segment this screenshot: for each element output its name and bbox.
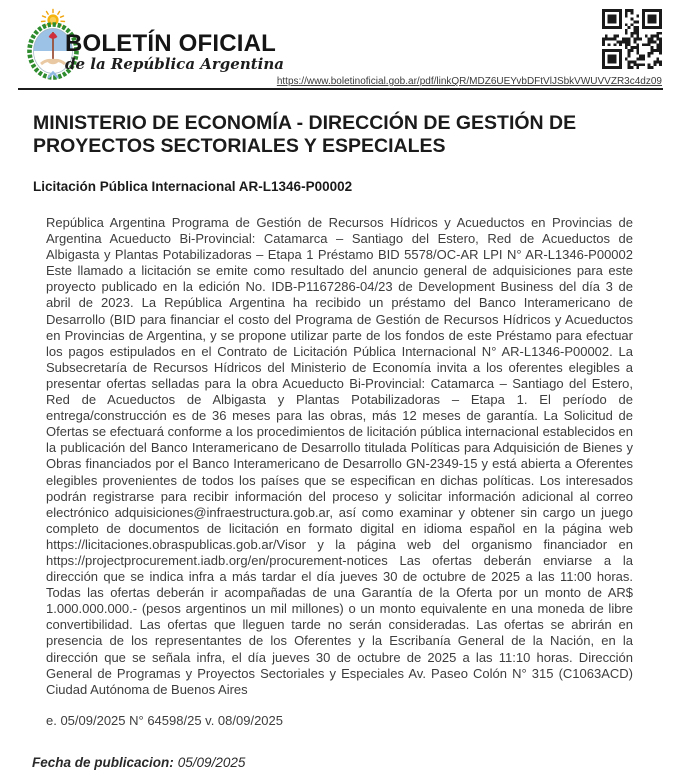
brand <box>65 31 284 73</box>
qr-code-icon <box>602 9 662 69</box>
pdf-link-url[interactable]: https://www.boletinoficial.gob.ar/pdf/linkQR/MDZ6UEYvbDFtVlJSbkVWUVVZR3c4dz09 <box>277 76 662 87</box>
article-subtitle: Licitación Pública Internacional AR-L1346-P00002 <box>33 179 646 194</box>
brand-subtitle: de la República Argentina <box>65 56 284 73</box>
article-title: MINISTERIO DE ECONOMÍA - DIRECCIÓN DE GESTIÓN DE PROYECTOS SECTORIALES Y ESPECIALES <box>33 112 646 158</box>
publication-date-value: 05/09/2025 <box>178 755 246 770</box>
article-body-text: República Argentina Programa de Gestión de Recursos Hídricos y Acueductos en Provincias de Argentina Acueducto Bi-Provincial: Catamarca – Santiago del Estero, Red de Acueductos de Albigasta y Plantas Potabilizadoras – Etapa 1 Préstamo BID 5578/OC-AR LPI N° AR-L1346-P00002 Este llamado a licitación se emite como resultado del anuncio general de adquisiciones para este proyecto publicado en la edición No. IDB-P1167286-04/23 de Development Business del día 3 de abril de 2023. La República Argentina ha recibido un préstamo del Banco Interamericano de Desarrollo (BID para financiar el costo del Programa de Gestión de Recursos Hídricos y Acueductos en Provincias de Argentina, y se propone utilizar parte de los fondos de este Préstamo para efectuar los pagos estipulados en el Contrato de Licitación Pública Internacional N° AR-L1346-P00002. La Subsecretaría de Recursos Hídricos del Ministerio de Economía invita a los oferentes elegibles a presentar ofertas selladas para la obra Acueducto Bi-Provincial: Catamarca – Santiago del Estero, Red de Acueductos de Albigasta y Plantas Potabilizadoras – Etapa 1. El período de entrega/construcción es de 36 meses para las obras, más 12 meses de garantía. La Solicitud de Ofertas se efectuará conforme a los procedimientos de licitación pública internacional establecidos en la publicación del Banco Interamericano de Desarrollo titulada Políticas para Adquisición de Bienes y Obras financiados por el Banco Interamericano de Desarrollo GN-2349-15 y está abierta a Oferentes elegibles provenientes de todos los países que se especifican en dichas políticas. Los interesados podrán registrarse para recibir información del proceso y solicitar información adicional al correo electrónico adquisiciones@infraestructura.gob.ar, así como examinar y obtener sin cargo un juego completo de documentos de licitación en formato digital en idioma español en la página web https://licitaciones.obraspublicas.gob.ar/Visor y la página web del organismo financiador en https://projectprocurement.iadb.org/en/procurement-notices Las ofertas deberán enviarse a la dirección que se indica infra a más tardar el día jueves 30 de octubre de 2025 a las 11:00 horas. Todas las ofertas deberán ir acompañadas de una Garantía de la Oferta por un monto de AR$ 1.000.000.000.- (pesos argentinos un mil millones) o un monto equivalente en una moneda de libre convertibilidad. Las ofertas que lleguen tarde no serán consideradas. Las ofertas se abrirán en presencia de los representantes de los Oferentes y la Escribanía General de la Nación, en la dirección que se señala infra, el día jueves 30 de octubre de 2025 a las 11:10 horas. Dirección General de Programas y Proyectos Sectoriales y Especiales Av. Paseo Colón N° 315 (C1063ACD) Ciudad Autónoma de Buenos Aires <box>46 215 633 698</box>
publication-date-label: Fecha de publicacion: <box>32 755 174 770</box>
article <box>0 112 679 770</box>
edict-line: e. 05/09/2025 N° 64598/25 v. 08/09/2025 <box>46 713 633 728</box>
header <box>0 0 679 90</box>
publication-line <box>32 755 647 770</box>
header-divider <box>18 88 663 90</box>
brand-title: BOLETÍN OFICIAL <box>65 31 284 56</box>
